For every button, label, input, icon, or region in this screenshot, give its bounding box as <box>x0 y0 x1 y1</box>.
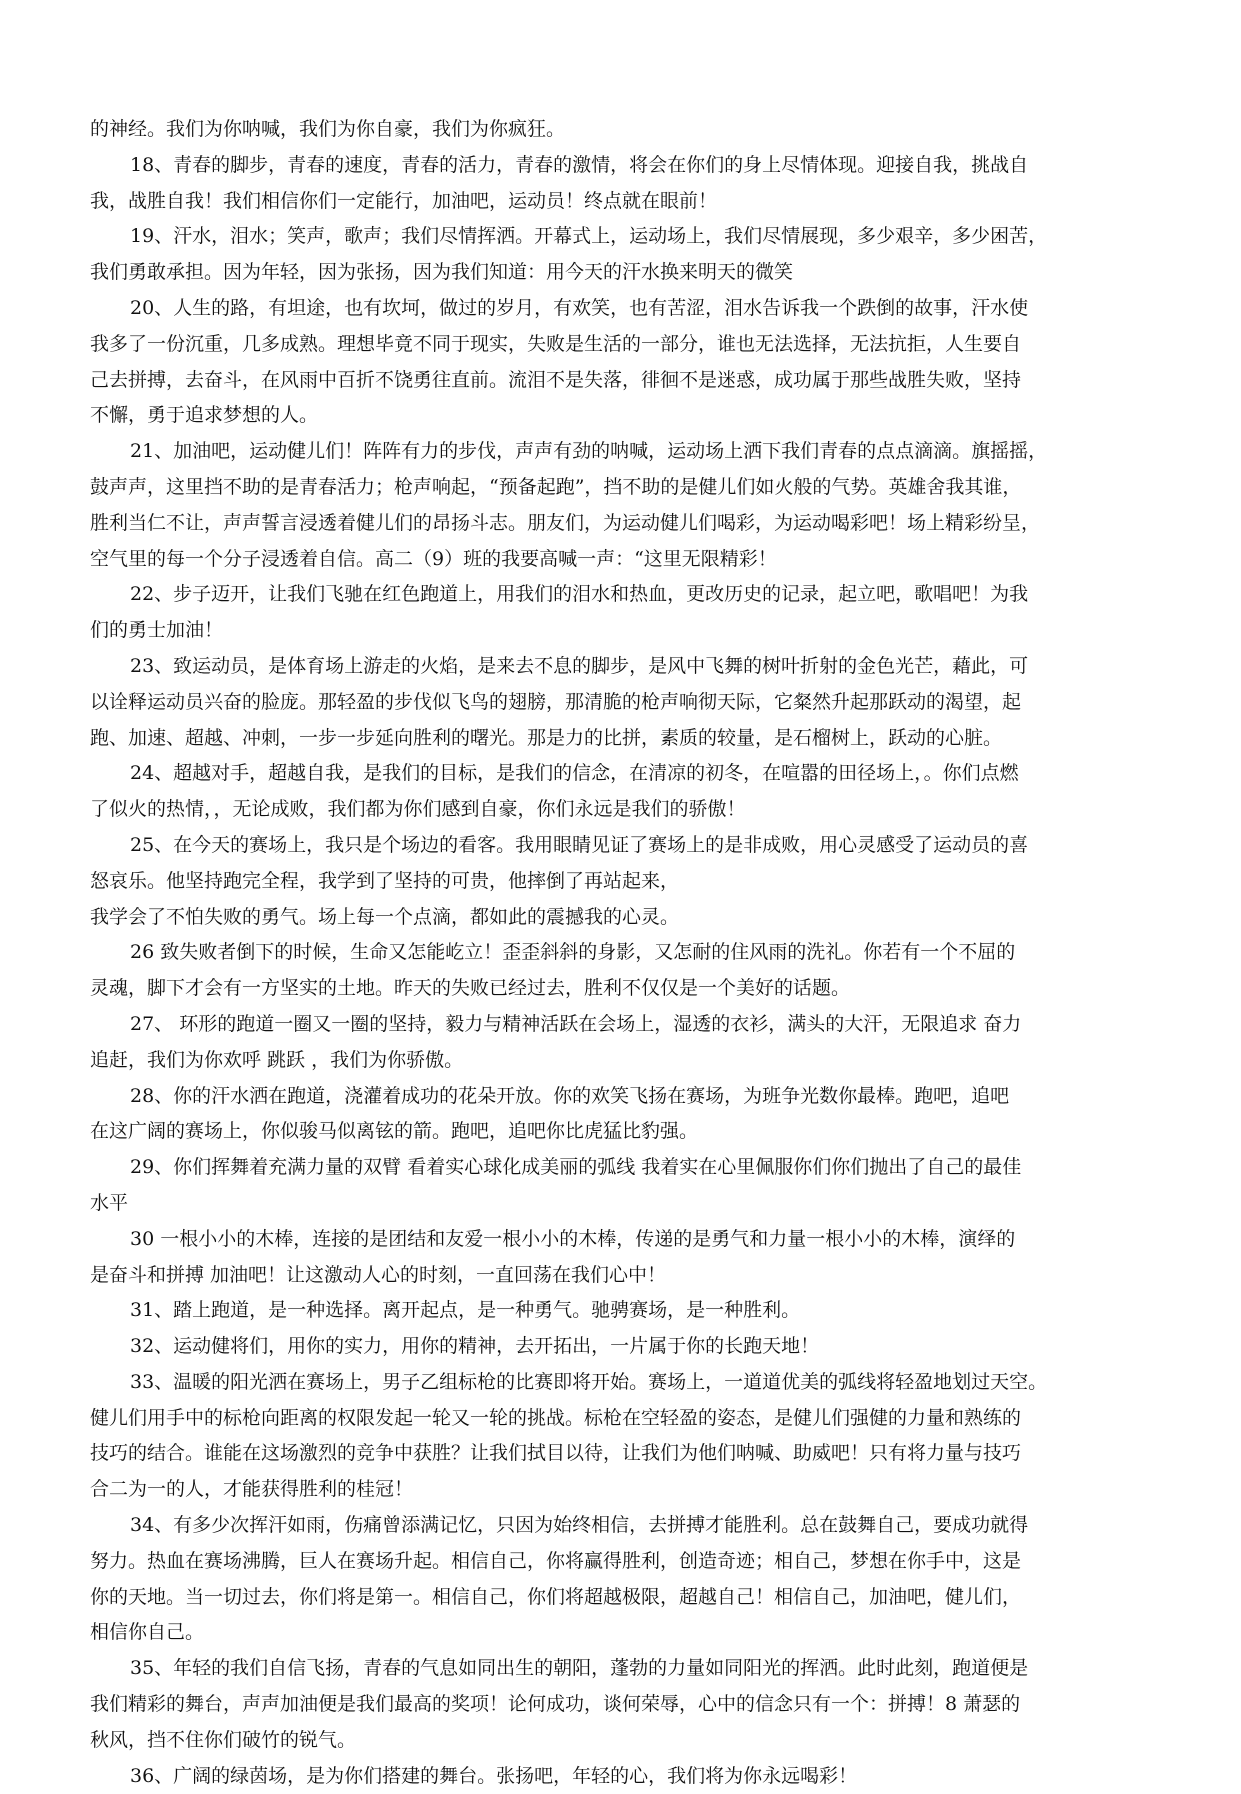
text-line: 你的天地。当一切过去，你们将是第一。相信自己，你们将超越极限，超越自己！相信自己，加油吧，健儿们， <box>90 1585 1022 1608</box>
text-line: 了似火的热情，，无论成败，我们都为你们感到自豪，你们永远是我们的骄傲！ <box>90 798 746 821</box>
text-line: 努力。热血在赛场沸腾，巨人在赛场升起。相信自己，你将赢得胜利，创造奇迹；相自己，梦想在你手中，这是 <box>90 1549 1022 1572</box>
paragraph-21-line-1: 21、加油吧，运动健儿们！阵阵有力的步伐，声声有劲的呐喊，运动场上洒下我们青春的点点滴滴。旗摇摇， <box>130 440 1048 463</box>
text-line: 空气里的每一个分子浸透着自信。高二（9）班的我要高喊一声：“这里无限精彩！ <box>90 547 777 570</box>
paragraph-26-line-1: 26 致失败者倒下的时候，生命又怎能屹立！歪歪斜斜的身影，又怎耐的住风雨的洗礼。你若有一个不屈的 <box>130 941 1016 964</box>
text-line: 以诠释运动员兴奋的脸庞。那轻盈的步伐似飞鸟的翅膀，那清脆的枪声响彻天际，它粲然升起那跃动的渴望，起 <box>90 690 1022 713</box>
paragraph-19-line-1: 19、汗水，泪水；笑声，歌声；我们尽情挥洒。开幕式上，运动场上，我们尽情展现，多少艰辛，多少困苦， <box>130 225 1048 248</box>
paragraph-35-line-1: 35、年轻的我们自信飞扬，青春的气息如同出生的朝阳，蓬勃的力量如同阳光的挥洒。此时此刻，跑道便是 <box>130 1657 1029 1680</box>
text-line: 我们勇敢承担。因为年轻，因为张扬，因为我们知道：用今天的汗水换来明天的微笑 <box>90 261 794 284</box>
text-line: 相信你自己。 <box>90 1621 205 1644</box>
text-line: 怒哀乐。他坚持跑完全程，我学到了坚持的可贵，他摔倒了再站起来， <box>90 869 680 892</box>
text-line: 秋风，挡不住你们破竹的锐气。 <box>90 1728 357 1751</box>
document-body <box>90 112 1170 1794</box>
text-line: 不懈，勇于追求梦想的人。 <box>90 404 319 427</box>
text-line: 跑、加速、超越、冲刺，一步一步延向胜利的曙光。那是力的比拼，素质的较量，是石榴树上，跃动的心脏。 <box>90 726 1003 749</box>
paragraph-31-line-1: 31、踏上跑道，是一种选择。离开起点，是一种勇气。驰骋赛场，是一种胜利。 <box>130 1299 801 1322</box>
text-line: 我们精彩的舞台，声声加油便是我们最高的奖项！论何成功，谈何荣辱，心中的信念只有一个：拼搏！8 萧瑟的 <box>90 1693 1021 1716</box>
text-line: 健儿们用手中的标枪向距离的权限发起一轮又一轮的挑战。标枪在空轻盈的姿态，是健儿们强健的力量和熟练的 <box>90 1406 1022 1429</box>
text-line: 我多了一份沉重，几多成熟。理想毕竟不同于现实，失败是生活的一部分，谁也无法选择，无法抗拒，人生要自 <box>90 332 1022 355</box>
paragraph-22-line-1: 22、步子迈开，让我们飞驰在红色跑道上，用我们的泪水和热血，更改历史的记录，起立吧，歌唱吧！为我 <box>130 583 1029 606</box>
paragraph-27-line-1: 27、 环形的跑道一圈又一圈的坚持，毅力与精神活跃在会场上，湿透的衣衫，满头的大汗，无限追求 奋力 <box>130 1012 1022 1035</box>
text-line: 胜利当仁不让，声声誓言浸透着健儿们的昂扬斗志。朋友们，为运动健儿们喝彩，为运动喝彩吧！场上精彩纷呈， <box>90 511 1041 534</box>
text-line: 我学会了不怕失败的勇气。场上每一个点滴，都如此的震撼我的心灵。 <box>90 905 680 928</box>
text-line: 灵魂，脚下才会有一方坚实的土地。昨天的失败已经过去，胜利不仅仅是一个美好的话题。 <box>90 977 851 1000</box>
text-line: 追赶，我们为你欢呼 跳跃 ，我们为你骄傲。 <box>90 1048 464 1071</box>
text-line: 我，战胜自我！我们相信你们一定能行，加油吧，运动员！终点就在眼前！ <box>90 189 718 212</box>
paragraph-23-line-1: 23、致运动员，是体育场上游走的火焰，是来去不息的脚步，是风中飞舞的树叶折射的金色光芒，藉此，可 <box>130 654 1029 677</box>
text-line: 水平 <box>90 1191 129 1214</box>
text-line: 在这广阔的赛场上，你似骏马似离铉的箭。跑吧，追吧你比虎猛比豹强。 <box>90 1120 699 1143</box>
paragraph-25-line-1: 25、在今天的赛场上，我只是个场边的看客。我用眼睛见证了赛场上的是非成败，用心灵感受了运动员的喜 <box>130 833 1029 856</box>
text-line: 们的勇士加油！ <box>90 619 224 642</box>
paragraph-34-line-1: 34、有多少次挥汗如雨，伤痛曾添满记忆，只因为始终相信，去拼搏才能胜利。总在鼓舞自己，要成功就得 <box>130 1514 1029 1537</box>
text-line: 鼓声声，这里挡不助的是青春活力；枪声响起，“预备起跑”，挡不助的是健儿们如火般的气势。英雄舍我其谁， <box>90 475 1022 498</box>
paragraph-28-line-1: 28、你的汗水洒在跑道，浇灌着成功的花朵开放。你的欢笑飞扬在赛场，为班争光数你最棒。跑吧，追吧 <box>130 1084 1010 1107</box>
paragraph-20-line-1: 20、人生的路，有坦途，也有坎坷，做过的岁月，有欢笑，也有苦涩，泪水告诉我一个跌倒的故事，汗水使 <box>130 296 1029 319</box>
text-line: 合二为一的人，才能获得胜利的桂冠！ <box>90 1478 414 1501</box>
paragraph-36-line-1: 36、广阔的绿茵场，是为你们搭建的舞台。张扬吧，年轻的心，我们将为你永远喝彩！ <box>130 1764 858 1787</box>
text-line: 的神经。我们为你呐喊，我们为你自豪，我们为你疯狂。 <box>90 118 566 140</box>
paragraph-33-line-1: 33、温暖的阳光洒在赛场上，男子乙组标枪的比赛即将开始。赛场上，一道道优美的弧线将轻盈地划过天空。 <box>130 1370 1048 1393</box>
text-line: 技巧的结合。谁能在这场激烈的竞争中获胜？让我们拭目以待，让我们为他们呐喊、助威吧！只有将力量与技巧 <box>90 1442 1022 1465</box>
text-line: 己去拼搏，去奋斗，在风雨中百折不饶勇往直前。流泪不是失落，徘徊不是迷惑，成功属于那些战胜失败，坚持 <box>90 368 1022 391</box>
paragraph-29-line-1: 29、你们挥舞着充满力量的双臂 看着实心球化成美丽的弧线 我着实在心里佩服你们你们抛出了自己的最佳 <box>130 1156 1022 1179</box>
paragraph-24-line-1: 24、超越对手，超越自我，是我们的目标，是我们的信念，在清凉的初冬，在喧嚣的田径场上，。你们点燃 <box>130 762 1019 785</box>
text-line: 是奋斗和拼搏 加油吧！让这激动人心的时刻，一直回荡在我们心中！ <box>90 1263 667 1286</box>
paragraph-32-line-1: 32、运动健将们，用你的实力，用你的精神，去开拓出，一片属于你的长跑天地！ <box>130 1335 820 1358</box>
paragraph-30-line-1: 30 一根小小的木棒，连接的是团结和友爱一根小小的木棒，传递的是勇气和力量一根小小的木棒，演绎的 <box>130 1227 1016 1250</box>
paragraph-18-line-1: 18、青春的脚步，青春的速度，青春的活力，青春的激情，将会在你们的身上尽情体现。迎接自我，挑战自 <box>130 153 1029 176</box>
